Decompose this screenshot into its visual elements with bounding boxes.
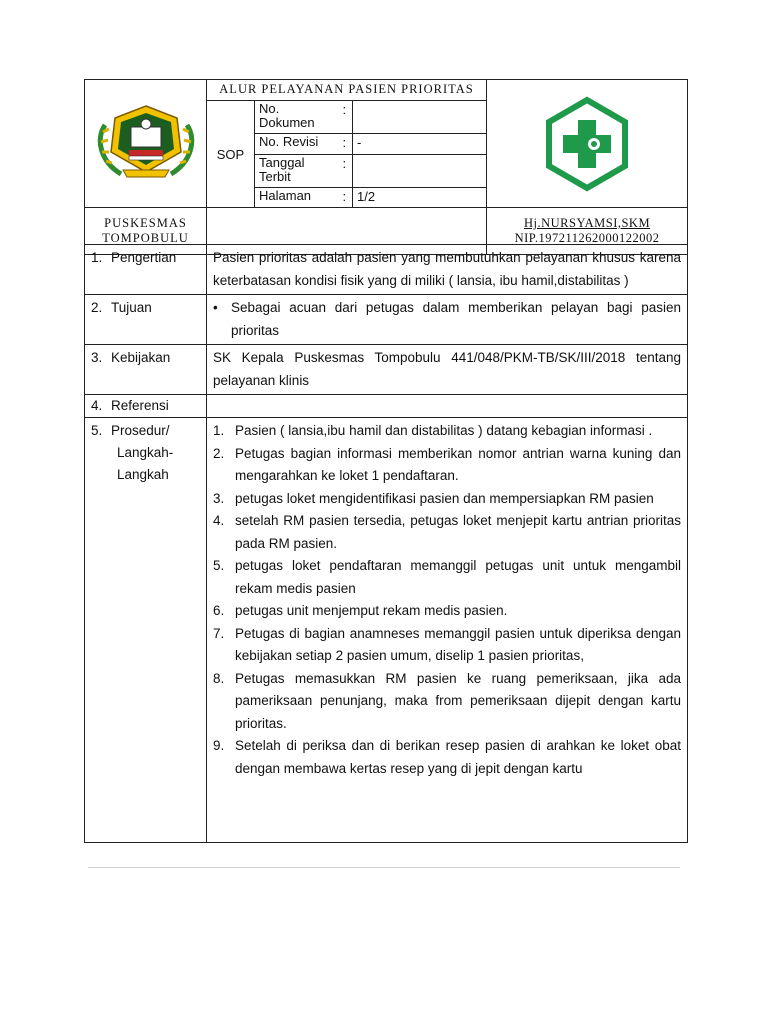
- step-number: 2.: [213, 445, 225, 461]
- procedure-step: [213, 668, 681, 736]
- step-text: Petugas bagian informasi memberikan nomor antrian warna kuning dan mengarahkan ke loket 1 pendaftaran.: [235, 445, 681, 483]
- meta-value-page: 1/2: [353, 188, 487, 208]
- meta-colon: :: [341, 101, 353, 134]
- page-bottom-divider: [88, 867, 680, 868]
- section-kebijakan: [85, 345, 688, 395]
- step-text: Pasien ( lansia,ibu hamil dan distabilitas ) datang kebagian informasi .: [235, 423, 653, 438]
- bullet-icon: •: [213, 300, 218, 315]
- procedure-step: [213, 735, 681, 780]
- regional-emblem-logo: [85, 80, 207, 198]
- section-prosedur: [85, 418, 688, 843]
- puskesmas-cross-logo: [541, 96, 633, 192]
- section-number: 1.: [91, 250, 103, 265]
- section-label: [85, 245, 207, 295]
- organization-line1: PUSKESMAS: [104, 216, 187, 230]
- procedure-step: [213, 623, 681, 668]
- procedure-step: [213, 420, 681, 443]
- meta-colon: :: [341, 134, 353, 155]
- section-text: Pasien prioritas adalah pasien yang membutuhkan pelayanan khusus karena keterbatasan kondisi fisik yang di miliki ( lansia, ibu hamil,distabilitas ): [207, 245, 688, 295]
- section-label: [85, 418, 207, 843]
- meta-colon: :: [341, 155, 353, 188]
- meta-value-doc-no: [353, 101, 487, 134]
- meta-label-issue-date: Tanggal Terbit: [255, 155, 341, 188]
- procedure-steps: [207, 418, 688, 843]
- section-title-cont: Langkah: [117, 467, 169, 482]
- section-text: [207, 295, 688, 345]
- section-text: [207, 395, 688, 418]
- section-referensi: [85, 395, 688, 418]
- meta-value-issue-date: [353, 155, 487, 188]
- section-label: [85, 395, 207, 418]
- section-number: 3.: [91, 350, 103, 365]
- step-text: Petugas di bagian anamneses memanggil pasien untuk diperiksa dengan kebijakan setiap 2 pasien umum, diselip 1 pasien prioritas,: [235, 625, 681, 663]
- step-number: 9.: [213, 738, 225, 753]
- sop-label: SOP: [207, 101, 255, 208]
- section-title: Kebijakan: [111, 350, 171, 365]
- step-text: petugas loket pendaftaran memanggil petugas unit untuk mengambil rekam medis pasien: [235, 558, 681, 596]
- step-number: 3.: [213, 490, 225, 506]
- organization-line2: TOMPOBULU: [102, 231, 189, 245]
- bullet-text: Sebagai acuan dari petugas dalam memberikan pelayan bagi pasien prioritas: [231, 300, 681, 338]
- section-title: Tujuan: [111, 300, 152, 315]
- meta-colon: :: [341, 188, 353, 208]
- sop-body-table: [84, 244, 688, 843]
- step-number: 7.: [213, 625, 225, 641]
- step-number: 6.: [213, 603, 225, 618]
- document-title: ALUR PELAYANAN PASIEN PRIORITAS: [207, 80, 487, 101]
- section-title: Referensi: [111, 398, 169, 413]
- section-number: 2.: [91, 300, 103, 315]
- procedure-step: [213, 510, 681, 555]
- procedure-step: [213, 443, 681, 488]
- section-title: Pengertian: [111, 250, 177, 265]
- step-text: petugas loket mengidentifikasi pasien dan mempersiapkan RM pasien: [235, 490, 654, 506]
- sop-header-table: [84, 79, 688, 255]
- meta-label-doc-no: No. Dokumen: [255, 101, 341, 134]
- right-logo-cell: [487, 80, 688, 208]
- section-pengertian: [85, 245, 688, 295]
- meta-label-revision: No. Revisi: [255, 134, 341, 155]
- section-number: 5.: [91, 423, 103, 438]
- section-number: 4.: [91, 398, 103, 413]
- section-title: Prosedur/: [111, 423, 170, 438]
- step-number: 8.: [213, 670, 225, 686]
- procedure-step: [213, 488, 681, 511]
- section-title-cont: Langkah-: [117, 445, 174, 460]
- step-text: Setelah di periksa dan di berikan resep pasien di arahkan ke loket obat dengan membawa kertas resep yang di jepit dengan kartu: [235, 738, 681, 776]
- step-text: Petugas memasukkan RM pasien ke ruang pemeriksaan, jika ada pameriksaan penunjang, maka from pemeriksaan dijepit dengan kartu prioritas.: [235, 670, 681, 731]
- section-label: [85, 295, 207, 345]
- step-number: 4.: [213, 513, 225, 528]
- step-number: 1.: [213, 423, 225, 438]
- procedure-step: [213, 600, 681, 623]
- section-text: SK Kepala Puskesmas Tompobulu 441/048/PKM-TB/SK/III/2018 tentang pelayanan klinis: [207, 345, 688, 395]
- meta-value-revision: -: [353, 134, 487, 155]
- step-text: petugas unit menjemput rekam medis pasien.: [235, 603, 508, 618]
- left-logo-cell: [85, 80, 207, 208]
- signatory-name: Hj.NURSYAMSI,SKM: [523, 216, 651, 230]
- bullet-item: [213, 297, 681, 342]
- section-label: [85, 345, 207, 395]
- procedure-step: [213, 555, 681, 600]
- section-tujuan: [85, 295, 688, 345]
- meta-label-page: Halaman: [255, 188, 341, 208]
- step-text: setelah RM pasien tersedia, petugas loket menjepit kartu antrian prioritas pada RM pasien.: [235, 513, 681, 551]
- step-number: 5.: [213, 558, 225, 573]
- signatory-nip: NIP.197211262000122002: [514, 231, 660, 245]
